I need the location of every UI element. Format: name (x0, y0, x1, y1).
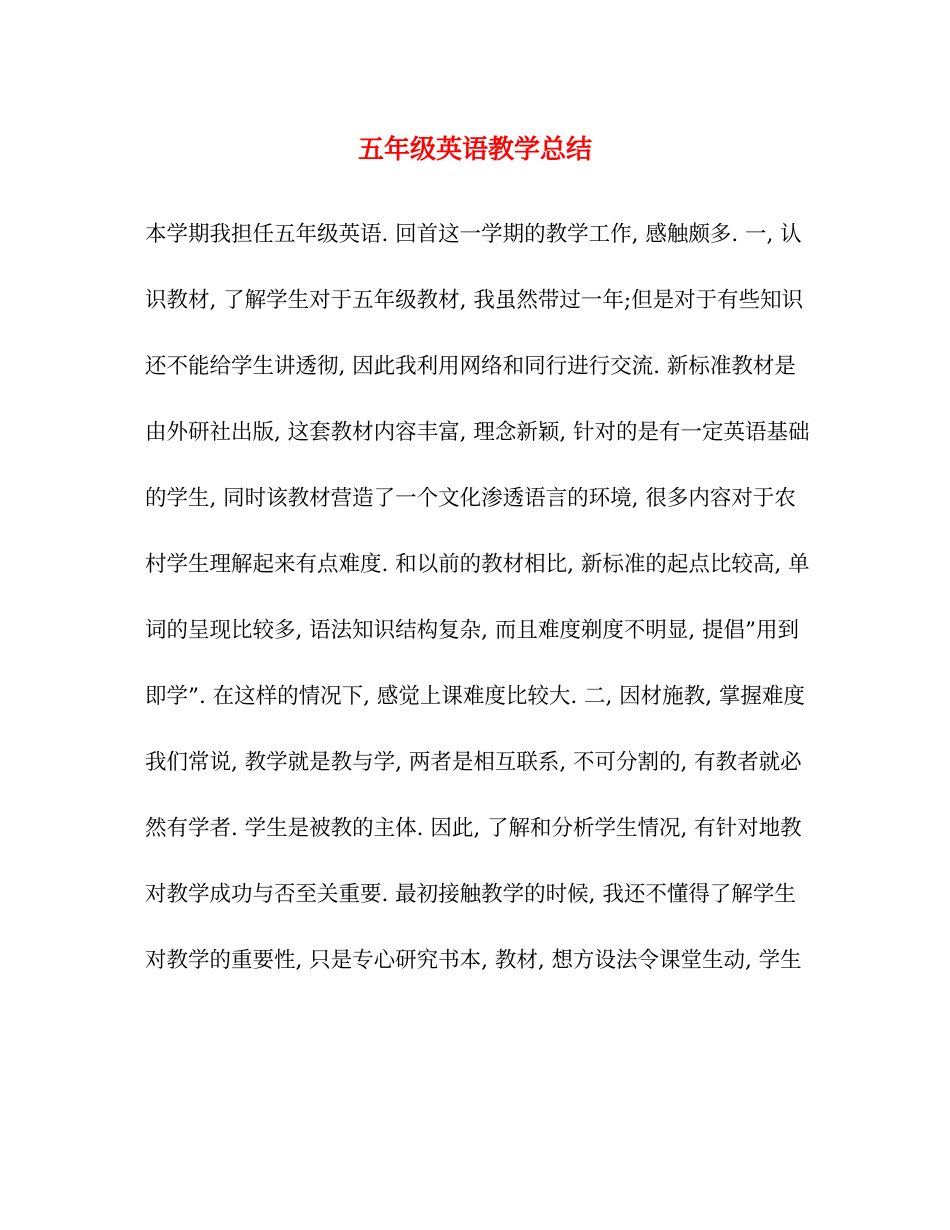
body-line-4: 由外研社出版, 这套教材内容丰富, 理念新颖, 针对的是有一定英语基础 (145, 420, 810, 445)
body-line-12: 对教学的重要性, 只是专心研究书本, 教材, 想方设法令课堂生动, 学生 (145, 948, 802, 973)
body-line-8: 即学”. 在这样的情况下, 感觉上课难度比较大. 二, 因材施教, 掌握难度 (145, 684, 805, 709)
body-line-1: 本学期我担任五年级英语. 回首这一学期的教学工作, 感触颇多. 一, 认 (145, 222, 802, 247)
body-line-3: 还不能给学生讲透彻, 因此我利用网络和同行进行交流. 新标准教材是 (145, 354, 796, 379)
body-line-2: 识教材, 了解学生对于五年级教材, 我虽然带过一年;但是对于有些知识 (145, 288, 804, 313)
body-line-9: 我们常说, 教学就是教与学, 两者是相互联系, 不可分割的, 有教者就必 (145, 750, 802, 775)
body-line-10: 然有学者. 学生是被教的主体. 因此, 了解和分析学生情况, 有针对地教 (145, 816, 802, 841)
body-line-11: 对教学成功与否至关重要. 最初接触教学的时候, 我还不懂得了解学生 (145, 882, 796, 907)
body-line-5: 的学生, 同时该教材营造了一个文化渗透语言的环境, 很多内容对于农 (145, 486, 796, 511)
body-line-6: 村学生理解起来有点难度. 和以前的教材相比, 新标准的起点比较高, 单 (145, 552, 810, 577)
document-body (145, 220, 815, 1012)
body-line-7: 词的呈现比较多, 语法知识结构复杂, 而且难度剃度不明显, 提倡”用到 (145, 618, 799, 643)
document-title: 五年级英语教学总结 (357, 135, 592, 165)
